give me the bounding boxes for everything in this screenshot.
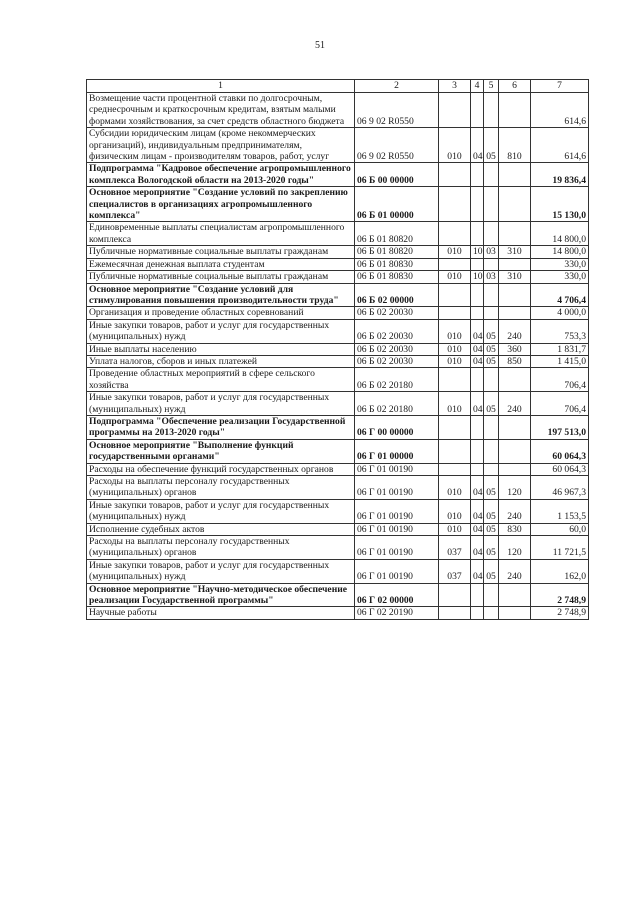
table-row <box>87 536 589 560</box>
table-row <box>87 523 589 535</box>
row-col3-cell: 037 <box>439 536 471 560</box>
row-code-cell: 06 Г 01 00000 <box>355 439 439 463</box>
row-col6-cell <box>499 222 531 246</box>
row-col6-cell <box>499 187 531 222</box>
table-row <box>87 283 589 307</box>
header-cell-name: 1 <box>87 80 355 93</box>
row-amount-cell: 1 831,7 <box>531 343 589 355</box>
row-code-cell: 06 9 02 R0550 <box>355 93 439 128</box>
row-col4-cell: 04 <box>471 536 484 560</box>
row-col4-cell <box>471 307 484 319</box>
row-col6-cell: 360 <box>499 343 531 355</box>
row-name-cell: Расходы на выплаты персоналу государственных (муниципальных) органов <box>87 536 355 560</box>
row-amount-cell: 60 064,3 <box>531 439 589 463</box>
row-col5-cell: 05 <box>484 559 499 583</box>
row-col4-cell: 04 <box>471 476 484 500</box>
header-cell-5: 5 <box>484 80 499 93</box>
row-amount-cell: 162,0 <box>531 559 589 583</box>
row-col6-cell <box>499 258 531 270</box>
row-col3-cell: 010 <box>439 128 471 163</box>
row-col3-cell <box>439 463 471 475</box>
row-col3-cell: 010 <box>439 523 471 535</box>
row-col4-cell <box>471 463 484 475</box>
row-col4-cell <box>471 583 484 607</box>
row-code-cell: 06 Г 02 20190 <box>355 607 439 619</box>
row-col5-cell <box>484 258 499 270</box>
row-col6-cell: 120 <box>499 476 531 500</box>
table-row <box>87 583 589 607</box>
row-code-cell: 06 Б 02 20030 <box>355 307 439 319</box>
row-col4-cell: 04 <box>471 128 484 163</box>
row-code-cell: 06 Б 01 80820 <box>355 222 439 246</box>
row-col5-cell <box>484 463 499 475</box>
header-cell-3: 3 <box>439 80 471 93</box>
row-col3-cell <box>439 368 471 392</box>
row-name-cell: Иные выплаты населению <box>87 343 355 355</box>
row-code-cell: 06 Г 02 00000 <box>355 583 439 607</box>
row-col6-cell: 810 <box>499 128 531 163</box>
row-col3-cell <box>439 187 471 222</box>
row-col5-cell <box>484 415 499 439</box>
row-col5-cell <box>484 607 499 619</box>
row-col6-cell <box>499 283 531 307</box>
row-col6-cell: 240 <box>499 559 531 583</box>
row-col5-cell: 03 <box>484 271 499 283</box>
table-row <box>87 355 589 367</box>
row-amount-cell: 706,4 <box>531 392 589 416</box>
row-col4-cell <box>471 163 484 187</box>
row-col3-cell <box>439 583 471 607</box>
row-col6-cell: 310 <box>499 271 531 283</box>
row-col6-cell <box>499 163 531 187</box>
row-col3-cell <box>439 439 471 463</box>
row-col5-cell <box>484 163 499 187</box>
header-cell-code: 2 <box>355 80 439 93</box>
row-col5-cell: 05 <box>484 343 499 355</box>
row-amount-cell: 2 748,9 <box>531 583 589 607</box>
row-amount-cell: 1 153,5 <box>531 499 589 523</box>
row-col4-cell: 04 <box>471 392 484 416</box>
row-code-cell: 06 Б 01 00000 <box>355 187 439 222</box>
row-col6-cell: 240 <box>499 319 531 343</box>
header-cell-6: 6 <box>499 80 531 93</box>
row-col6-cell: 830 <box>499 523 531 535</box>
row-code-cell: 06 Б 01 80830 <box>355 258 439 270</box>
row-col3-cell: 010 <box>439 343 471 355</box>
table-row <box>87 415 589 439</box>
row-amount-cell: 14 800,0 <box>531 246 589 258</box>
row-code-cell: 06 Б 01 80830 <box>355 271 439 283</box>
row-amount-cell: 4 706,4 <box>531 283 589 307</box>
row-col3-cell: 010 <box>439 246 471 258</box>
row-col5-cell <box>484 583 499 607</box>
row-col3-cell <box>439 258 471 270</box>
row-col3-cell <box>439 283 471 307</box>
table-row <box>87 163 589 187</box>
row-col3-cell: 010 <box>439 499 471 523</box>
row-code-cell: 06 Г 01 00190 <box>355 499 439 523</box>
row-name-cell: Подпрограмма "Кадровое обеспечение агропромышленного комплекса Вологодской области на 2013-2020 годы" <box>87 163 355 187</box>
row-name-cell: Основное мероприятие "Выполнение функций государственными органами" <box>87 439 355 463</box>
row-col5-cell: 05 <box>484 319 499 343</box>
row-col5-cell: 03 <box>484 246 499 258</box>
row-code-cell: 06 Г 01 00190 <box>355 463 439 475</box>
row-code-cell: 06 Б 02 00000 <box>355 283 439 307</box>
row-name-cell: Исполнение судебных актов <box>87 523 355 535</box>
row-col5-cell: 05 <box>484 536 499 560</box>
row-col4-cell <box>471 607 484 619</box>
row-name-cell: Уплата налогов, сборов и иных платежей <box>87 355 355 367</box>
row-name-cell: Публичные нормативные социальные выплаты гражданам <box>87 246 355 258</box>
row-col5-cell <box>484 368 499 392</box>
row-amount-cell: 330,0 <box>531 271 589 283</box>
row-col3-cell: 010 <box>439 476 471 500</box>
row-col6-cell: 240 <box>499 392 531 416</box>
row-amount-cell: 197 513,0 <box>531 415 589 439</box>
header-cell-4: 4 <box>471 80 484 93</box>
table-row <box>87 499 589 523</box>
row-name-cell: Субсидии юридическим лицам (кроме некоммерческих организаций), индивидуальным предпринимателям, физическим лицам - производителям товаров, работ, услуг <box>87 128 355 163</box>
row-name-cell: Расходы на выплаты персоналу государственных (муниципальных) органов <box>87 476 355 500</box>
row-col5-cell <box>484 93 499 128</box>
row-col4-cell: 10 <box>471 246 484 258</box>
row-code-cell: 06 Б 02 20030 <box>355 355 439 367</box>
row-col4-cell: 04 <box>471 343 484 355</box>
row-name-cell: Основное мероприятие "Создание условий для стимулирования повышения производительности труда" <box>87 283 355 307</box>
row-amount-cell: 14 800,0 <box>531 222 589 246</box>
table-row <box>87 93 589 128</box>
row-col5-cell: 05 <box>484 392 499 416</box>
table-row <box>87 368 589 392</box>
row-name-cell: Научные работы <box>87 607 355 619</box>
row-amount-cell: 1 415,0 <box>531 355 589 367</box>
row-name-cell: Расходы на обеспечение функций государственных органов <box>87 463 355 475</box>
row-col4-cell <box>471 439 484 463</box>
row-col4-cell <box>471 415 484 439</box>
row-col4-cell <box>471 368 484 392</box>
row-code-cell: 06 Б 02 20180 <box>355 368 439 392</box>
row-amount-cell: 4 000,0 <box>531 307 589 319</box>
row-amount-cell: 614,6 <box>531 93 589 128</box>
row-col6-cell <box>499 93 531 128</box>
row-amount-cell: 60,0 <box>531 523 589 535</box>
row-amount-cell: 706,4 <box>531 368 589 392</box>
row-name-cell: Иные закупки товаров, работ и услуг для государственных (муниципальных) нужд <box>87 319 355 343</box>
row-col6-cell <box>499 463 531 475</box>
table-row <box>87 439 589 463</box>
table-row <box>87 319 589 343</box>
row-col4-cell: 04 <box>471 523 484 535</box>
row-col5-cell: 05 <box>484 476 499 500</box>
row-code-cell: 06 Г 00 00000 <box>355 415 439 439</box>
table-row <box>87 187 589 222</box>
row-col4-cell <box>471 93 484 128</box>
row-name-cell: Организация и проведение областных соревнований <box>87 307 355 319</box>
row-col6-cell <box>499 583 531 607</box>
row-col3-cell <box>439 163 471 187</box>
table-row <box>87 271 589 283</box>
row-amount-cell: 2 748,9 <box>531 607 589 619</box>
row-col5-cell <box>484 307 499 319</box>
row-col5-cell: 05 <box>484 499 499 523</box>
row-code-cell: 06 Г 01 00190 <box>355 559 439 583</box>
row-name-cell: Единовременные выплаты специалистам агропромышленного комплекса <box>87 222 355 246</box>
row-amount-cell: 60 064,3 <box>531 463 589 475</box>
row-amount-cell: 614,6 <box>531 128 589 163</box>
table-row <box>87 128 589 163</box>
row-col5-cell: 05 <box>484 355 499 367</box>
row-col3-cell: 010 <box>439 392 471 416</box>
table-row <box>87 476 589 500</box>
row-name-cell: Ежемесячная денежная выплата студентам <box>87 258 355 270</box>
table-row <box>87 343 589 355</box>
row-amount-cell: 15 130,0 <box>531 187 589 222</box>
row-name-cell: Подпрограмма "Обеспечение реализации Государственной программы на 2013-2020 годы" <box>87 415 355 439</box>
table-row <box>87 246 589 258</box>
row-col6-cell <box>499 415 531 439</box>
row-col4-cell <box>471 258 484 270</box>
row-col4-cell <box>471 283 484 307</box>
budget-table <box>86 79 589 620</box>
row-amount-cell: 11 721,5 <box>531 536 589 560</box>
row-col5-cell <box>484 283 499 307</box>
table-row <box>87 258 589 270</box>
row-col5-cell <box>484 439 499 463</box>
row-col6-cell: 310 <box>499 246 531 258</box>
row-col6-cell: 120 <box>499 536 531 560</box>
row-col6-cell: 850 <box>499 355 531 367</box>
row-code-cell: 06 Б 01 80820 <box>355 246 439 258</box>
header-cell-amount: 7 <box>531 80 589 93</box>
row-code-cell: 06 Б 02 20180 <box>355 392 439 416</box>
row-col6-cell <box>499 607 531 619</box>
row-code-cell: 06 Б 00 00000 <box>355 163 439 187</box>
row-name-cell: Основное мероприятие "Научно-методическое обеспечение реализации Государственной программы" <box>87 583 355 607</box>
row-col5-cell <box>484 187 499 222</box>
row-code-cell: 06 9 02 R0550 <box>355 128 439 163</box>
row-col4-cell <box>471 222 484 246</box>
table-row <box>87 559 589 583</box>
row-col4-cell: 04 <box>471 559 484 583</box>
table-row <box>87 392 589 416</box>
row-code-cell: 06 Б 02 20030 <box>355 343 439 355</box>
row-col3-cell: 010 <box>439 355 471 367</box>
row-code-cell: 06 Г 01 00190 <box>355 476 439 500</box>
row-col5-cell <box>484 222 499 246</box>
row-col3-cell: 010 <box>439 271 471 283</box>
row-amount-cell: 19 836,4 <box>531 163 589 187</box>
row-amount-cell: 330,0 <box>531 258 589 270</box>
table-row <box>87 607 589 619</box>
row-name-cell: Иные закупки товаров, работ и услуг для государственных (муниципальных) нужд <box>87 392 355 416</box>
row-col3-cell <box>439 415 471 439</box>
table-row <box>87 463 589 475</box>
row-code-cell: 06 Г 01 00190 <box>355 523 439 535</box>
row-name-cell: Публичные нормативные социальные выплаты гражданам <box>87 271 355 283</box>
row-col4-cell: 04 <box>471 319 484 343</box>
row-col6-cell <box>499 368 531 392</box>
row-code-cell: 06 Г 01 00190 <box>355 536 439 560</box>
table-row <box>87 222 589 246</box>
row-col4-cell: 04 <box>471 499 484 523</box>
row-col4-cell: 04 <box>471 355 484 367</box>
row-col4-cell <box>471 187 484 222</box>
row-name-cell: Проведение областных мероприятий в сфере сельского хозяйства <box>87 368 355 392</box>
row-col3-cell <box>439 222 471 246</box>
row-col6-cell <box>499 439 531 463</box>
row-col3-cell <box>439 307 471 319</box>
row-name-cell: Иные закупки товаров, работ и услуг для государственных (муниципальных) нужд <box>87 559 355 583</box>
row-name-cell: Возмещение части процентной ставки по долгосрочным, среднесрочным и краткосрочным кредитам, взятым малыми формами хозяйствования, за счет средств областного бюджета <box>87 93 355 128</box>
table-header-row <box>87 80 589 93</box>
row-code-cell: 06 Б 02 20030 <box>355 319 439 343</box>
row-col3-cell: 010 <box>439 319 471 343</box>
row-name-cell: Иные закупки товаров, работ и услуг для государственных (муниципальных) нужд <box>87 499 355 523</box>
row-amount-cell: 753,3 <box>531 319 589 343</box>
row-col4-cell: 10 <box>471 271 484 283</box>
row-amount-cell: 46 967,3 <box>531 476 589 500</box>
page-number: 51 <box>315 40 325 51</box>
row-col6-cell: 240 <box>499 499 531 523</box>
row-col6-cell <box>499 307 531 319</box>
row-col5-cell: 05 <box>484 523 499 535</box>
row-col5-cell: 05 <box>484 128 499 163</box>
row-name-cell: Основное мероприятие "Создание условий по закреплению специалистов в организациях агропромышленного комплекса" <box>87 187 355 222</box>
row-col3-cell <box>439 607 471 619</box>
table-row <box>87 307 589 319</box>
row-col3-cell <box>439 93 471 128</box>
row-col3-cell: 037 <box>439 559 471 583</box>
